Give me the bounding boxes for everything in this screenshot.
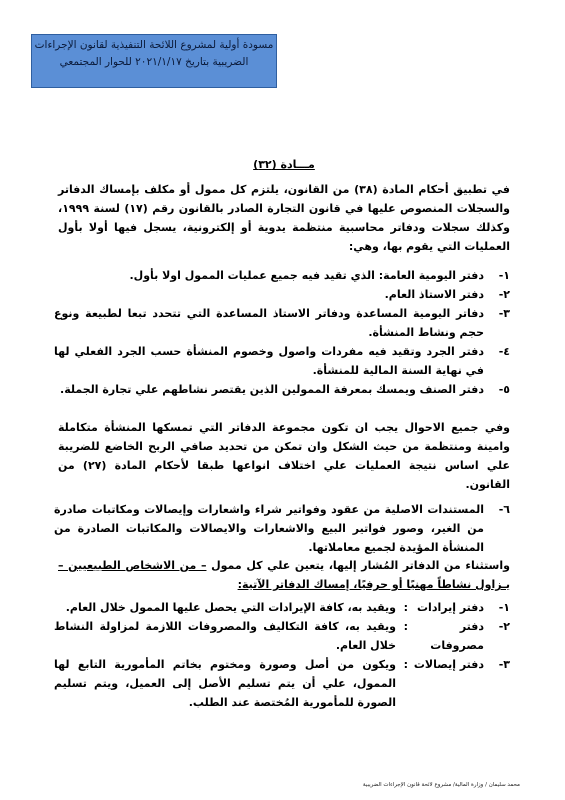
books-list (54, 266, 510, 399)
list-item: ١- دفتر إيرادات : ويقيد به، كافة الإيرادات التي يحصل عليها الممول خلال العام. (65, 601, 510, 614)
list-item: ٢- دفتر مصروفات : ويقيد به، كافة التكاليف والمصروفات اللازمة لمزاولة النشاط خلال العام. (54, 620, 510, 652)
draft-notice-line-1: مسودة أولية لمشروع اللائحة التنفيذية لقانون الإجراءات (34, 39, 274, 51)
draft-notice-line-2: الضريبية بتاريخ ٢٠٢١/١/١٧ للحوار المجتمعي (59, 56, 249, 68)
page-footnote: محمد سليمان / وزارة المالية/ مشروع لائحة قانون الإجراءات الضريبية (362, 782, 520, 788)
exception-clause: واستثناء من الدفاتر المُشار إليها، يتعين علي كل ممول – من الاشخاص الطبيعيين – يـزاول نشاطاً مهنيًا أو حرفيًا، إمساك الدفاتر الآتية: (58, 559, 510, 591)
documents-list (54, 500, 510, 557)
professional-books-list (54, 598, 510, 712)
list-item: ٢- دفتر الاستاذ العام. (384, 288, 510, 301)
list-item: ٣- دفاتر اليومية المساعدة ودفاتر الاستاذ المساعدة التي تتحدد تبعا لطبيعة ونوع حجم ونشاط المنشأة. (54, 307, 510, 339)
list-item: ١- دفتر اليومية العامة: الذي تقيد فيه جميع عمليات الممول اولا بأول. (129, 269, 510, 282)
draft-notice-box (31, 34, 277, 88)
list-item: ٥- دفتر الصنف ويمسك بمعرفة الممولين الذين يقتصر نشاطهم علي تجارة الجملة. (60, 383, 510, 396)
article-intro: في تطبيق أحكام المادة (٣٨) من القانون، يلتزم كل ممول أو مكلف بإمساك الدفاتر والسجلات المنصوص عليها في قانون التجارة الصادر بالقانون رقم (١٧) لسنة ١٩٩٩، وكذلك سجلات ودفاتر محاسبية منتظمة يدوية أو إلكترونية، يسجل فيها أولا بأول العمليات التي يقوم بها، وهي: (58, 183, 510, 253)
article-title: مـــادة (٣٢) (253, 158, 315, 171)
list-item: ٤- دفتر الجرد وتقيد فيه مفردات واصول وخصوم المنشأة حسب الجرد الفعلي لها في نهاية السنة المالية للمنشأة. (54, 345, 510, 377)
general-clause: وفي جميع الاحوال يجب ان تكون مجموعة الدفاتر التي تمسكها المنشأة متكاملة وامينة ومنتظمة من حيث الشكل وان تمكن من تحديد صافي الربح الخاضع للضريبة علي اساس نتيجة العمليات علي اختلاف انواعها طبقا لأحكام المادة (٢٧) من القانون. (58, 421, 510, 491)
list-item: ٣- دفتر إيصالات : ويكون من أصل وصورة ومختوم بخاتم المأمورية التابع لها الممول، علي أن يتم تسليم الأصل إلى العميل، ويتم تسليم الصورة للمأمورية المُختصة عند الطلب. (54, 658, 510, 709)
list-item: ٦- المستندات الاصلية من عقود وفواتير شراء واشعارات وإيصالات ومكاتبات صادرة من الغير، وصور فواتير البيع والاشعارات والايصالات والمكاتبات الصادرة من المنشأة المؤيدة لجميع معاملاتها. (54, 503, 510, 554)
